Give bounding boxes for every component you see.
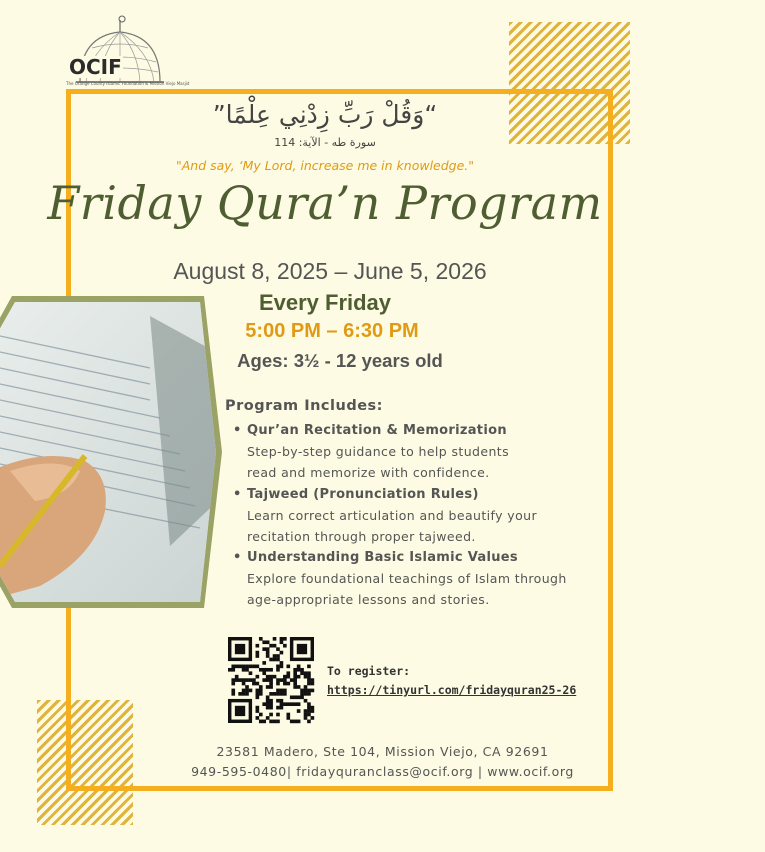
program-item-title: Qur’an Recitation & Memorization	[247, 423, 507, 438]
logo-subtitle: The Orange County Islamic Foundation & Mission Viejo Masjid	[66, 81, 190, 86]
register-link[interactable]: https://tinyurl.com/fridayquran25-26	[327, 683, 577, 697]
program-item-desc: Learn correct articulation and beautify your	[247, 508, 537, 523]
program-item-title: Understanding Basic Islamic Values	[247, 550, 518, 565]
program-item	[233, 547, 613, 610]
bullet-icon: •	[233, 423, 242, 438]
program-includes-heading: Program Includes:	[225, 398, 383, 414]
ocif-logo	[62, 12, 190, 90]
program-time: 5:00 PM – 6:30 PM	[245, 320, 419, 342]
program-item-desc: age-appropriate lessons and stories.	[247, 592, 490, 607]
program-item-desc: Explore foundational teachings of Islam through	[247, 571, 567, 586]
program-item-desc: read and memorize with confidence.	[247, 465, 490, 480]
program-item	[233, 420, 613, 483]
qr-code[interactable]	[228, 637, 314, 723]
logo-wordmark: OCIF	[69, 55, 122, 79]
verse-translation: "And say, ‘My Lord, increase me in knowledge."	[175, 158, 475, 173]
footer-address: 23581 Madero, Ste 104, Mission Viejo, CA 92691	[216, 744, 549, 759]
program-item-title: Tajweed (Pronunciation Rules)	[247, 487, 479, 502]
program-item-desc: recitation through proper tajweed.	[247, 529, 476, 544]
bullet-icon: •	[233, 487, 242, 502]
program-day: Every Friday	[258, 290, 392, 315]
program-dates: August 8, 2025 – June 5, 2026	[173, 258, 487, 284]
register-label: To register:	[327, 664, 411, 678]
program-item	[233, 484, 613, 547]
footer-contact: 949-595-0480| fridayquranclass@ocif.org | www.ocif.org	[191, 764, 574, 779]
bullet-icon: •	[233, 550, 242, 565]
program-ages: Ages: 3½ - 12 years old	[237, 350, 443, 371]
arabic-verse: “وَقُلْ رَبِّ زِدْنِي عِلْمًا”	[212, 100, 438, 129]
surah-reference: سورة طه - الآية: 114	[274, 136, 376, 149]
quran-reading-photo	[0, 296, 223, 608]
program-item-desc: Step-by-step guidance to help students	[247, 444, 510, 459]
program-title: Friday Qura’n Program	[47, 176, 603, 230]
